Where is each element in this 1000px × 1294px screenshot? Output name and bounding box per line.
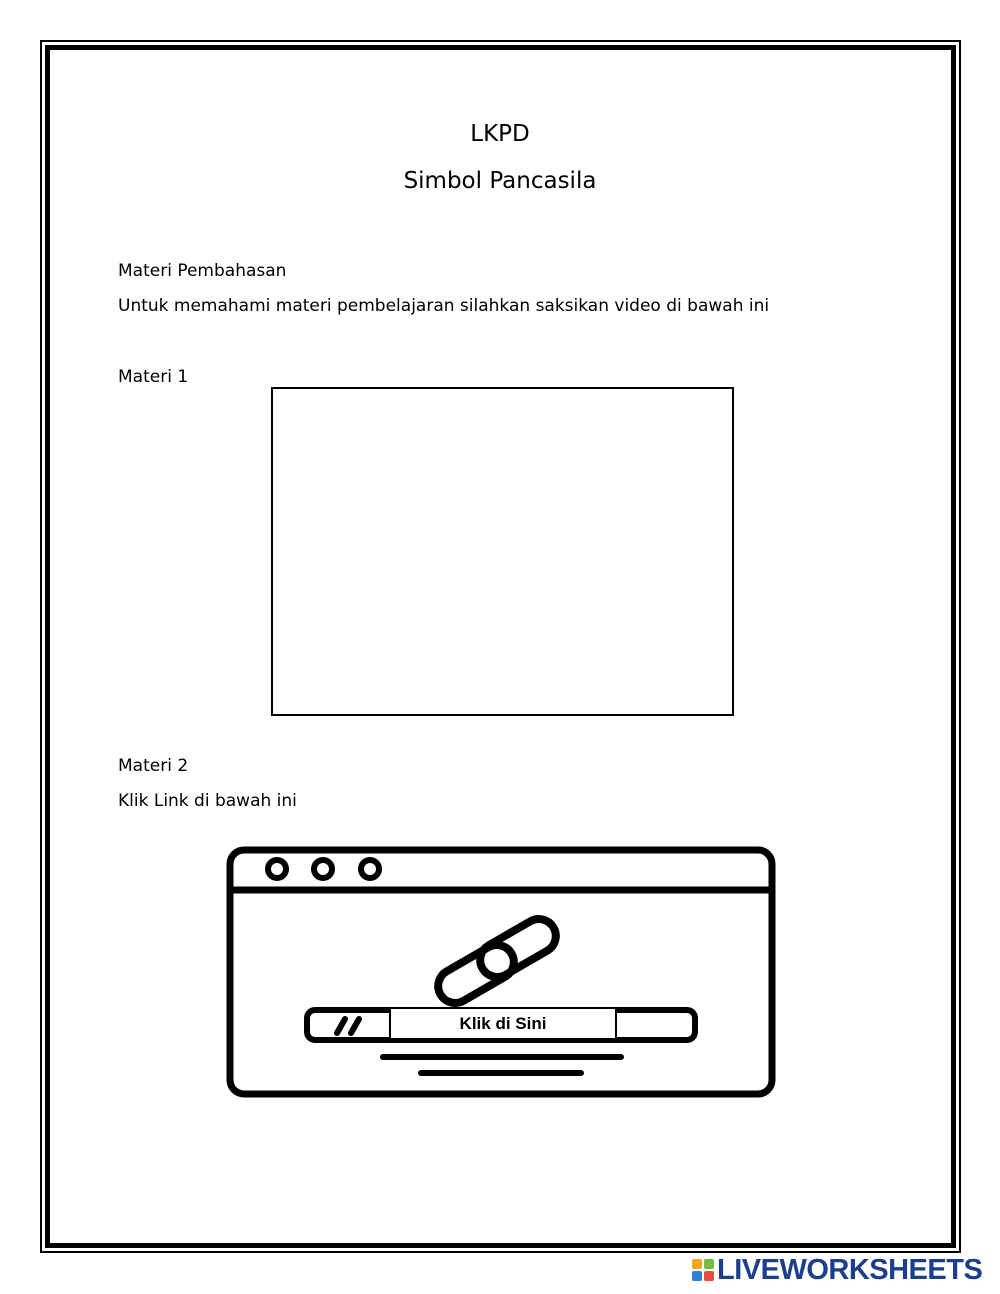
window-dot-icon xyxy=(268,860,286,878)
worksheet-subtitle: Simbol Pancasila xyxy=(403,168,597,194)
slash-icon xyxy=(337,1019,359,1033)
worksheet-title: LKPD xyxy=(470,121,530,147)
materi-1-label: Materi 1 xyxy=(118,367,189,387)
video-embed-box[interactable] xyxy=(271,387,734,716)
logo-wordmark: LIVEWORKSHEETS xyxy=(717,1254,983,1286)
window-dot-icon xyxy=(361,860,379,878)
chain-link-icon xyxy=(432,913,562,1009)
logo-square xyxy=(692,1271,702,1281)
logo-square xyxy=(704,1259,714,1269)
materi-pembahasan-heading: Materi Pembahasan xyxy=(118,261,287,281)
materi-2-label: Materi 2 xyxy=(118,756,189,776)
klik-di-sini-link-button[interactable]: Klik di Sini xyxy=(389,1007,617,1040)
window-dot-icon xyxy=(314,860,332,878)
browser-window-link-illustration xyxy=(225,845,777,1099)
logo-square xyxy=(704,1271,714,1281)
link-instruction-text: Klik Link di bawah ini xyxy=(118,791,297,811)
logo-squares-icon xyxy=(692,1259,714,1281)
liveworksheets-logo xyxy=(692,1255,982,1285)
logo-square xyxy=(692,1259,702,1269)
video-instruction-text: Untuk memahami materi pembelajaran silahkan saksikan video di bawah ini xyxy=(118,296,770,316)
